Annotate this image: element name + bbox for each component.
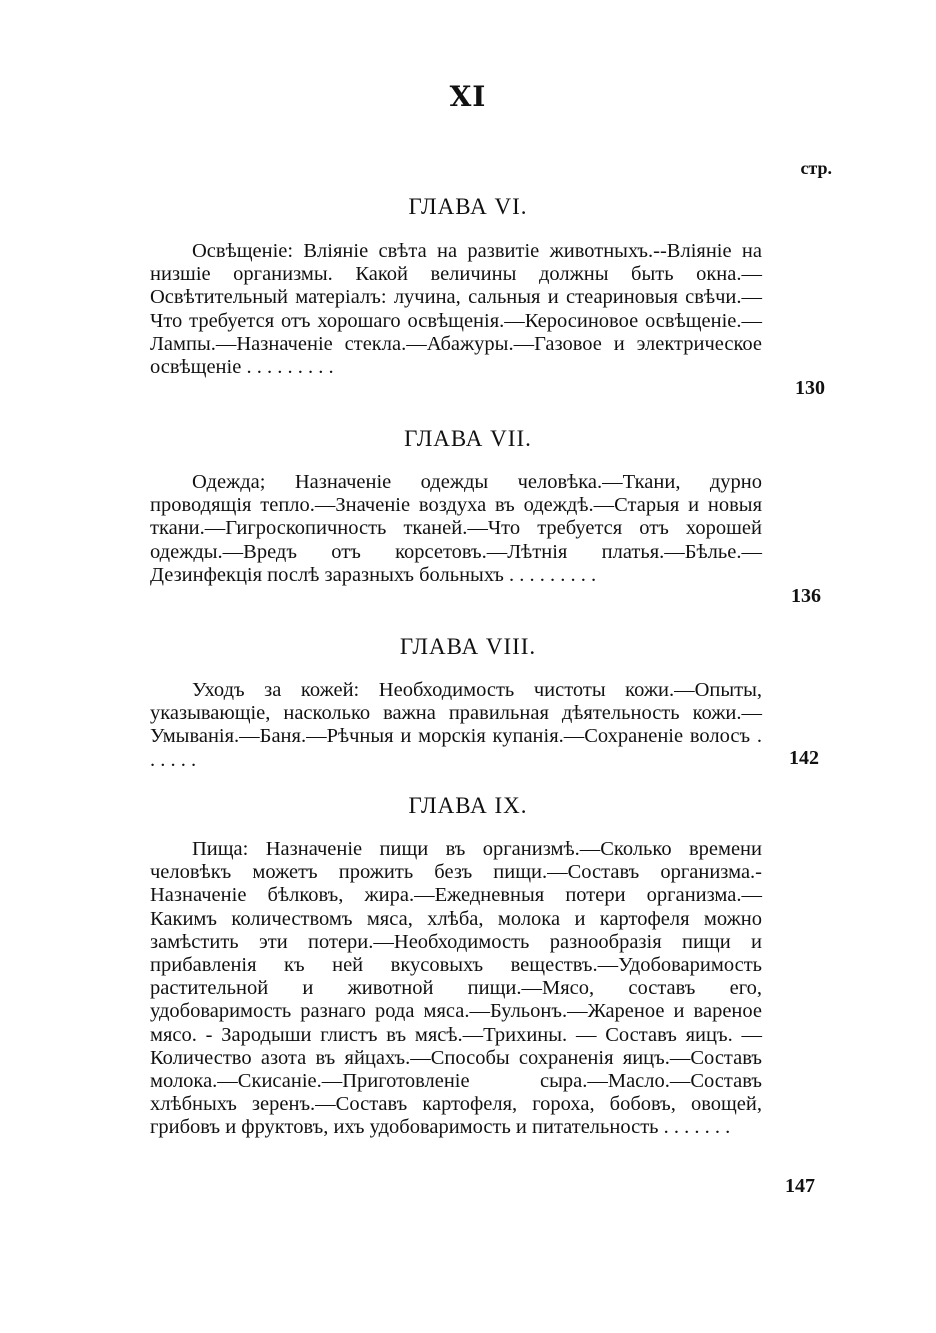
entry-text: Освѣщеніе: Вліяніе свѣта на развитіе животныхъ.--Вліяніе на низшіе организмы. Какой величины должны быть окна.—Освѣтительный матеріалъ: лучина, сальныя и стеариновыя свѣчи.—Что требуется отъ хорошаго освѣщенія.—Керосиновое освѣщеніе.—Лампы.—Назначеніе стекла.—Абажуры.—Газовое и электрическое освѣщеніе [150,240,762,379]
chapter-entry [150,679,762,772]
dot-leader: . . . . . . . [658,1116,731,1139]
entry-text: Одежда; Назначеніе одежды человѣка.—Ткани, дурно проводящія тепло.—Значеніе воздуха въ одеждѣ.—Старыя и новыя ткани.—Гигроскопичность тканей.—Что требуется отъ хорошей одежды.—Вредъ отъ корсетовъ.—Лѣтнія платья.—Бѣлье.—Дезинфекція послѣ заразныхъ больныхъ [150,471,762,586]
page-number: XI [449,80,487,113]
chapter-title: ГЛАВА VI. [408,194,528,219]
chapter-title: ГЛАВА IX. [408,793,528,818]
chapter-entry [150,471,762,587]
chapter-title: ГЛАВА VII. [404,426,532,451]
dot-leader: . . . . . . . . . [503,563,597,586]
entry-text: Уходъ за кожей: Необходимость чистоты кожи.—Опыты, указывающіе, насколько важна правильная дѣятельность кожи.—Умыванія.—Баня.—Рѣчныя и морскія купанія.—Сохраненіе волосъ [150,679,762,748]
chapter-entry [150,838,762,1140]
chapter-entry [150,240,762,379]
entry-text: Пища: Назначеніе пищи въ организмѣ.—Сколько времени человѣкъ можетъ прожить безъ пищи.—Составъ организма.- Назначеніе бѣлковъ, жира.—Ежедневныя потери организма.—Какимъ количествомъ мяса, хлѣба, молока и картофеля можно замѣстить эти потери.—Необходимость разнообразія пищи и прибавленія къ ней вкусовыхъ веществъ.—Удобоваримость растительной и животной пищи.—Мясо, составъ его, удобоваримость разнаго рода мяса.—Бульонъ.—Жареное и вареное мясо. - Зародыши глистъ въ мясѣ.—Трихины. — Составъ яицъ. — Количество азота въ яйцахъ.—Способы сохраненія яицъ.—Составъ молока.—Скисаніе.—Приготовленіе сыра.—Масло.—Составъ хлѣбныхъ зеренъ.—Составъ картофеля, гороха, бобовъ, овощей, грибовъ и фруктовъ, ихъ удобоваримость и питательность [150,838,762,1139]
page-column-header: стр. [800,158,832,178]
dot-leader: . . . . . . [150,725,762,771]
page-reference: 147 [785,1175,815,1197]
dot-leader: . . . . . . . . . [241,356,334,379]
page-reference: 136 [791,585,821,607]
page-reference: 130 [795,377,825,399]
page-reference: 142 [789,747,819,769]
chapter-title: ГЛАВА VIII. [399,634,537,659]
